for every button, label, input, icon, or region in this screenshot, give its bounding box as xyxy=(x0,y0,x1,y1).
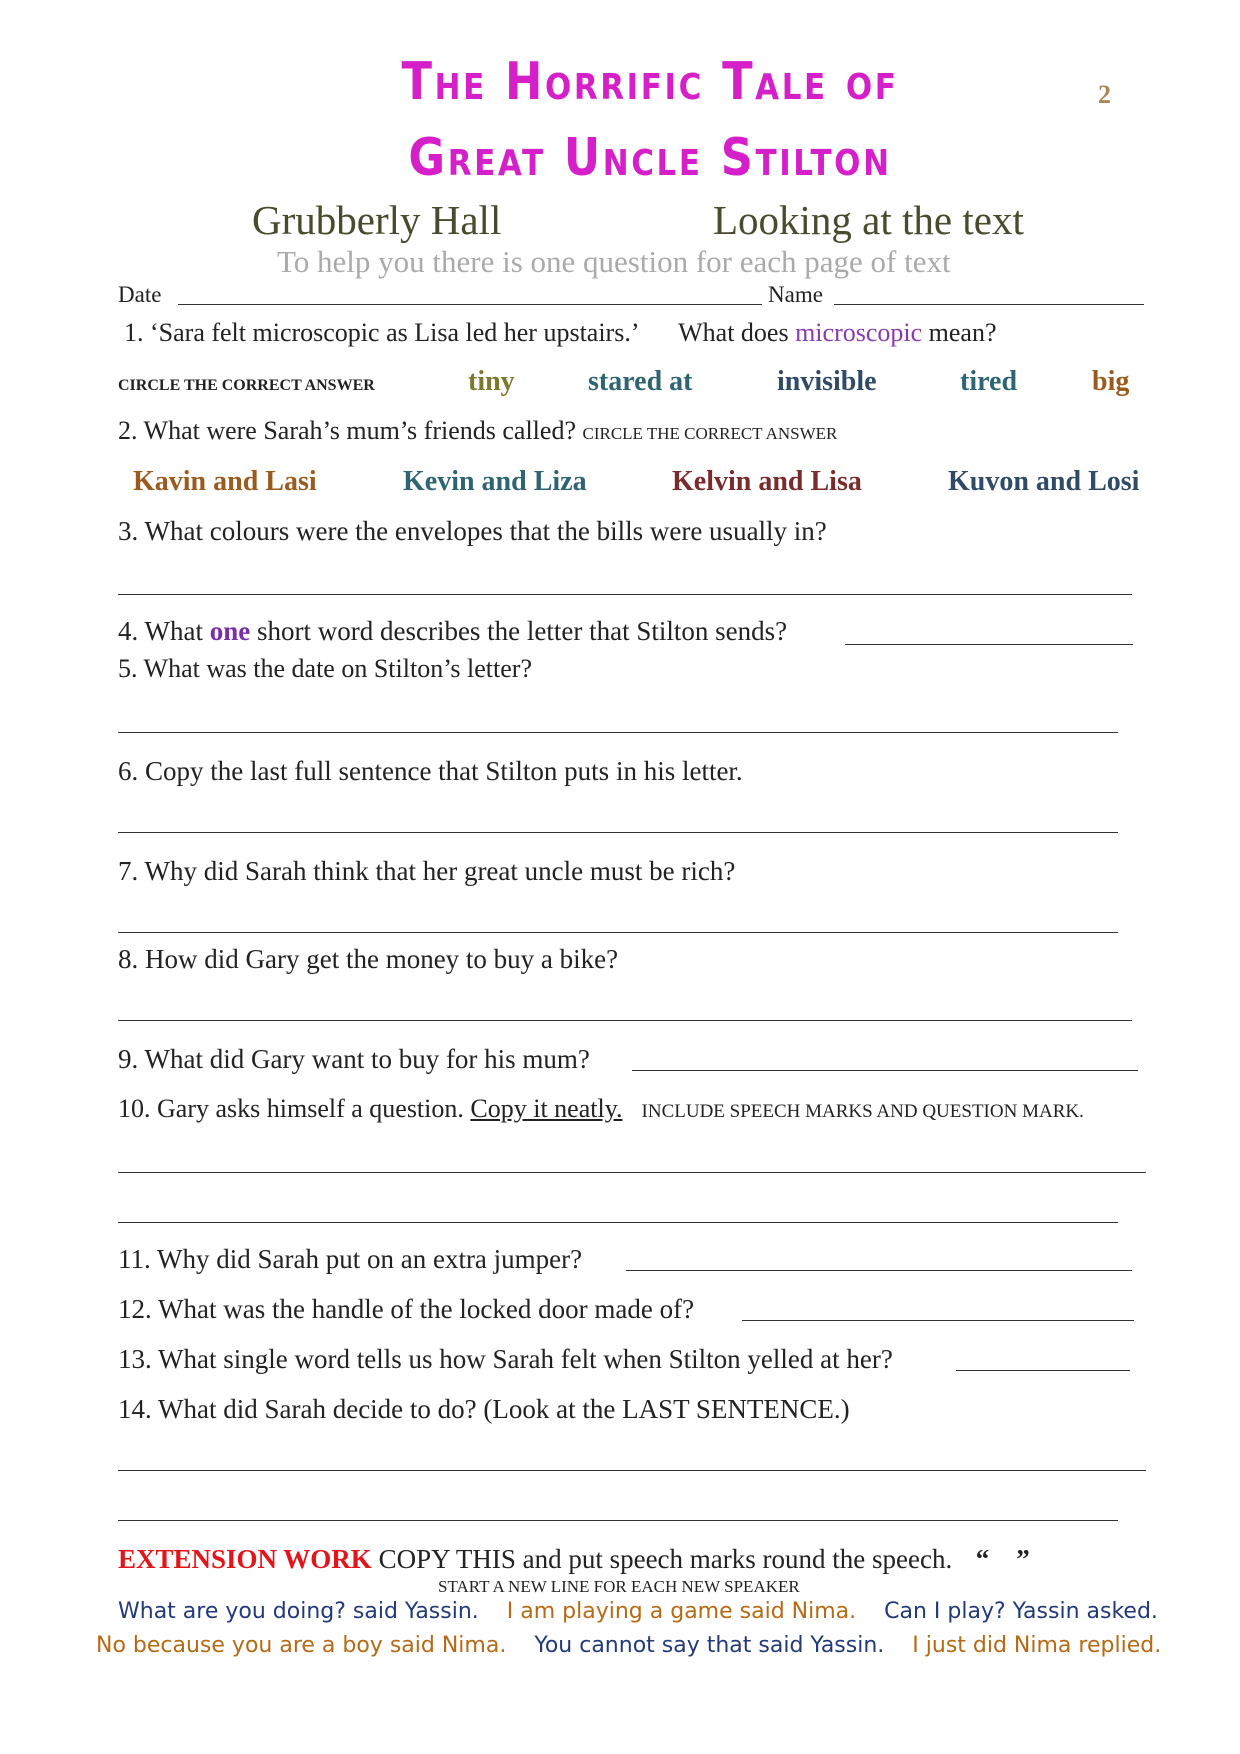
q6-answer-line[interactable] xyxy=(118,832,1118,833)
extension-label: EXTENSION WORK xyxy=(118,1544,372,1574)
question-4 xyxy=(118,616,787,647)
q10-answer-line-2[interactable] xyxy=(118,1222,1118,1223)
passage-sentence: What are you doing? said Yassin. xyxy=(118,1599,479,1624)
question-12: 12. What was the handle of the locked door made of? xyxy=(118,1294,695,1324)
page-number: 2 xyxy=(1098,80,1111,109)
q14-answer-line-2[interactable] xyxy=(118,1520,1118,1521)
speech-marks: “ ” xyxy=(975,1544,1030,1574)
question-1 xyxy=(124,318,997,348)
question-8: 8. How did Gary get the money to buy a bike? xyxy=(118,944,619,974)
date-answer-line[interactable] xyxy=(178,304,762,305)
question-10-underlined: Copy it neatly. xyxy=(470,1094,623,1123)
passage-sentence: Can I play? Yassin asked. xyxy=(884,1599,1158,1624)
question-3: 3. What colours were the envelopes that the bills were usually in? xyxy=(118,516,827,546)
question-4-keyword: one xyxy=(209,616,251,646)
q1-option-big[interactable]: big xyxy=(1092,366,1130,397)
subtitle-right: Looking at the text xyxy=(713,197,1024,243)
question-1-prompt: What does xyxy=(678,318,789,347)
extension-text: COPY THIS and put speech marks round the speech. xyxy=(378,1544,953,1574)
q1-option-stared-at[interactable]: stared at xyxy=(588,366,693,397)
q11-answer-line[interactable] xyxy=(626,1270,1132,1271)
q1-option-tired[interactable]: tired xyxy=(960,366,1018,397)
question-13: 13. What single word tells us how Sarah felt when Stilton yelled at her? xyxy=(118,1344,893,1374)
question-7: 7. Why did Sarah think that her great uncle must be rich? xyxy=(118,856,736,886)
help-text: To help you there is one question for each page of text xyxy=(277,244,951,279)
extension-heading xyxy=(118,1544,1030,1575)
q7-answer-line[interactable] xyxy=(118,932,1118,933)
q5-answer-line[interactable] xyxy=(118,732,1118,733)
q8-answer-line[interactable] xyxy=(118,1020,1132,1021)
worksheet-title-line1: The Horrific Tale of xyxy=(401,52,899,112)
name-label: Name xyxy=(768,282,823,307)
question-6: 6. Copy the last full sentence that Stilton puts in his letter. xyxy=(118,756,743,786)
question-5: 5. What was the date on Stilton’s letter? xyxy=(118,654,532,683)
question-4-text-end: short word describes the letter that Stilton sends? xyxy=(256,616,788,646)
q4-answer-line[interactable] xyxy=(845,644,1133,645)
worksheet-title-line2: Great Uncle Stilton xyxy=(408,128,892,188)
q14-answer-line-1[interactable] xyxy=(118,1470,1146,1471)
question-2 xyxy=(118,416,837,446)
q9-answer-line[interactable] xyxy=(632,1070,1138,1071)
question-1-keyword: microscopic xyxy=(795,318,923,347)
extension-passage-line-1 xyxy=(118,1599,1158,1624)
q10-answer-line-1[interactable] xyxy=(118,1172,1146,1173)
question-4-text-start: 4. What xyxy=(118,616,203,646)
question-9: 9. What did Gary want to buy for his mum? xyxy=(118,1044,590,1074)
extension-instruction: START A NEW LINE FOR EACH NEW SPEAKER xyxy=(438,1577,800,1596)
q1-option-tiny[interactable]: tiny xyxy=(468,366,515,397)
q13-answer-line[interactable] xyxy=(956,1370,1130,1371)
q2-option-kavin-and-lasi[interactable]: Kavin and Lasi xyxy=(133,466,317,497)
passage-sentence: I am playing a game said Nima. xyxy=(506,1599,857,1624)
extension-passage-line-2 xyxy=(96,1633,1161,1658)
question-10-instruction: INCLUDE SPEECH MARKS AND QUESTION MARK. xyxy=(641,1101,1084,1122)
date-label: Date xyxy=(118,282,162,307)
question-1-instruction: CIRCLE THE CORRECT ANSWER xyxy=(118,377,375,394)
passage-sentence: I just did Nima replied. xyxy=(912,1633,1162,1658)
q3-answer-line[interactable] xyxy=(118,594,1132,595)
q1-option-invisible[interactable]: invisible xyxy=(777,366,877,397)
q2-option-kevin-and-liza[interactable]: Kevin and Liza xyxy=(403,466,587,497)
q2-option-kelvin-and-lisa[interactable]: Kelvin and Lisa xyxy=(672,466,862,497)
subtitle-left: Grubberly Hall xyxy=(252,197,502,243)
question-10-text: 10. Gary asks himself a question. xyxy=(118,1094,464,1123)
question-10 xyxy=(118,1094,1084,1124)
question-1-quote: 1. ‘Sara felt microscopic as Lisa led her upstairs.’ xyxy=(124,318,638,347)
question-2-text: 2. What were Sarah’s mum’s friends called? xyxy=(118,416,576,445)
question-14: 14. What did Sarah decide to do? (Look at the LAST SENTENCE.) xyxy=(118,1394,850,1424)
question-11: 11. Why did Sarah put on an extra jumper? xyxy=(118,1244,583,1274)
passage-sentence: No because you are a boy said Nima. xyxy=(96,1633,507,1658)
q2-option-kuvon-and-losi[interactable]: Kuvon and Losi xyxy=(948,466,1140,497)
name-answer-line[interactable] xyxy=(834,304,1144,305)
question-2-instruction: CIRCLE THE CORRECT ANSWER xyxy=(582,424,838,443)
q12-answer-line[interactable] xyxy=(742,1320,1134,1321)
passage-sentence: You cannot say that said Yassin. xyxy=(534,1633,885,1658)
question-1-prompt-end: mean? xyxy=(928,318,997,347)
